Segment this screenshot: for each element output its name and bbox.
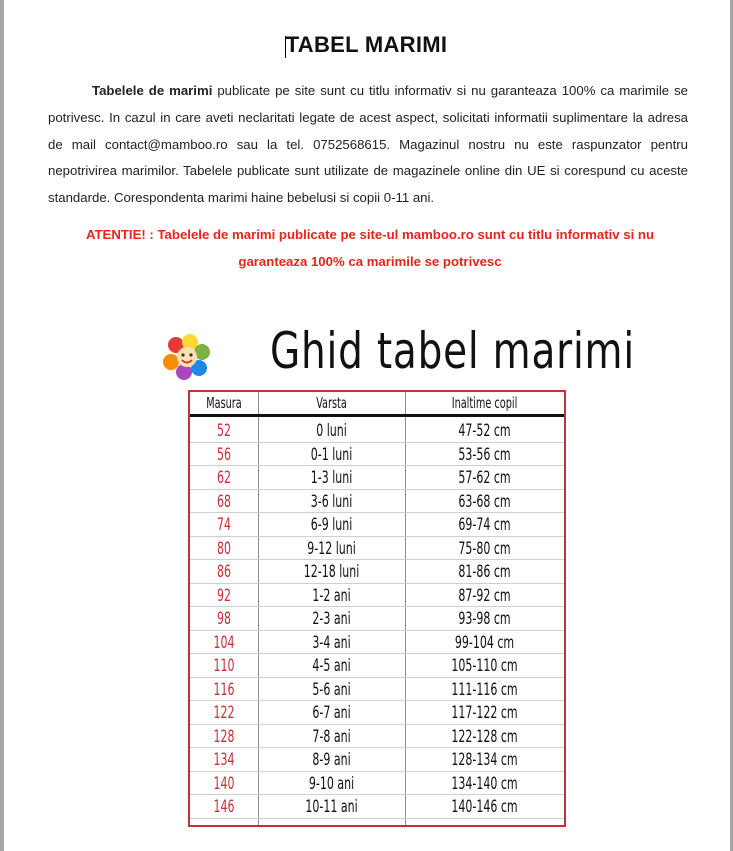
cell-inaltime: 122-128 cm — [451, 726, 518, 747]
header-varsta: Varsta — [316, 394, 347, 412]
cell-varsta: 8-9 ani — [312, 750, 351, 770]
cell-masura: 80 — [216, 538, 232, 559]
cell-inaltime: 134-140 cm — [451, 773, 518, 794]
cell-varsta: 7-8 ani — [312, 726, 351, 747]
cell-varsta: 1-2 ani — [312, 585, 351, 606]
cell-masura: 86 — [216, 562, 232, 582]
cell-inaltime: 81-86 cm — [458, 562, 511, 582]
cell-varsta: 4-5 ani — [312, 656, 351, 676]
header-rule — [190, 414, 564, 417]
cell-masura: 116 — [213, 679, 235, 700]
table-row — [190, 631, 564, 655]
cell-varsta: 9-10 ani — [308, 773, 355, 794]
cell-inaltime: 99-104 cm — [454, 632, 515, 653]
table-row — [190, 537, 564, 561]
intro-body-text: publicate pe site sunt cu titlu informativ si nu garanteaza 100% ca marimile se potrivesc. In cazul in care aveti neclaritati legate de acest aspect, solicitati informatii suplimentare la adresa de mail contact@mamboo.ro sau la tel. 0752568615. Magazinul nostru nu este raspunzator pentru nepotrivirea marimilor. Tabelele publicate sunt utilizate de magazinele online din UE si corespund cu aceste standarde. Corespondenta marimi haine bebelusi si copii 0-11 ani. — [48, 83, 688, 206]
cell-inaltime: 111-116 cm — [451, 679, 518, 700]
cell-varsta: 12-18 luni — [303, 562, 360, 582]
table-row — [190, 466, 564, 490]
page-title: TABEL MARIMI — [285, 32, 448, 57]
table-row — [190, 678, 564, 702]
cell-inaltime: 53-56 cm — [458, 444, 511, 465]
intro-bold-text: Tabelele de marimi — [92, 83, 213, 98]
cell-masura: 140 — [213, 773, 235, 794]
table-row — [190, 513, 564, 537]
header-masura: Masura — [206, 394, 242, 412]
cell-varsta: 0-1 luni — [310, 444, 353, 465]
cell-inaltime: 128-134 cm — [451, 750, 518, 770]
cell-varsta: 6-7 ani — [312, 703, 351, 723]
cell-inaltime: 140-146 cm — [451, 797, 518, 817]
table-row — [190, 795, 564, 819]
cell-masura: 74 — [216, 515, 232, 535]
cell-inaltime: 69-74 cm — [458, 515, 511, 535]
cell-varsta: 0 luni — [316, 421, 347, 441]
cell-masura: 98 — [216, 609, 232, 629]
size-table — [188, 390, 566, 827]
intro-paragraph — [48, 78, 688, 212]
cell-varsta: 2-3 ani — [312, 609, 351, 629]
cell-masura: 104 — [213, 632, 235, 653]
cell-varsta: 10-11 ani — [305, 797, 358, 817]
cell-masura: 56 — [216, 444, 232, 465]
cell-masura: 110 — [213, 656, 235, 676]
cell-varsta: 1-3 luni — [310, 468, 353, 488]
table-row — [190, 490, 564, 514]
cell-varsta: 6-9 luni — [310, 515, 353, 535]
cell-masura: 52 — [216, 421, 232, 441]
table-row — [190, 748, 564, 772]
table-row — [190, 560, 564, 584]
cell-masura: 128 — [213, 726, 235, 747]
cell-inaltime: 75-80 cm — [458, 538, 511, 559]
cell-inaltime: 105-110 cm — [451, 656, 518, 676]
cell-masura: 92 — [216, 585, 232, 606]
cell-inaltime: 117-122 cm — [451, 703, 518, 723]
cell-masura: 134 — [213, 750, 235, 770]
warning-notice: ATENTIE! : Tabelele de marimi publicate pe site-ul mamboo.ro sunt cu titlu informativ si nu garanteaza 100% ca marimile se potrivesc — [85, 227, 655, 269]
cell-masura: 146 — [213, 797, 235, 817]
header-inaltime: Inaltime copil — [451, 394, 518, 412]
guide-title: Ghid tabel marimi — [270, 322, 635, 380]
cell-varsta: 3-6 luni — [310, 491, 353, 512]
cell-masura: 122 — [213, 703, 235, 723]
cell-inaltime: 63-68 cm — [458, 491, 511, 512]
cell-inaltime: 93-98 cm — [458, 609, 511, 629]
cell-inaltime: 47-52 cm — [458, 421, 511, 441]
table-row — [190, 701, 564, 725]
table-row — [190, 654, 564, 678]
table-row — [190, 725, 564, 749]
table-row — [190, 584, 564, 608]
cell-varsta: 9-12 luni — [307, 538, 356, 559]
table-row — [190, 419, 564, 443]
table-row — [190, 772, 564, 796]
table-row — [190, 607, 564, 631]
cell-masura: 68 — [216, 491, 232, 512]
cell-masura: 62 — [216, 468, 232, 488]
table-row — [190, 443, 564, 467]
cell-varsta: 5-6 ani — [312, 679, 351, 700]
flower-icon — [160, 334, 214, 380]
cell-varsta: 3-4 ani — [312, 632, 351, 653]
cell-inaltime: 87-92 cm — [458, 585, 511, 606]
cell-inaltime: 57-62 cm — [458, 468, 511, 488]
